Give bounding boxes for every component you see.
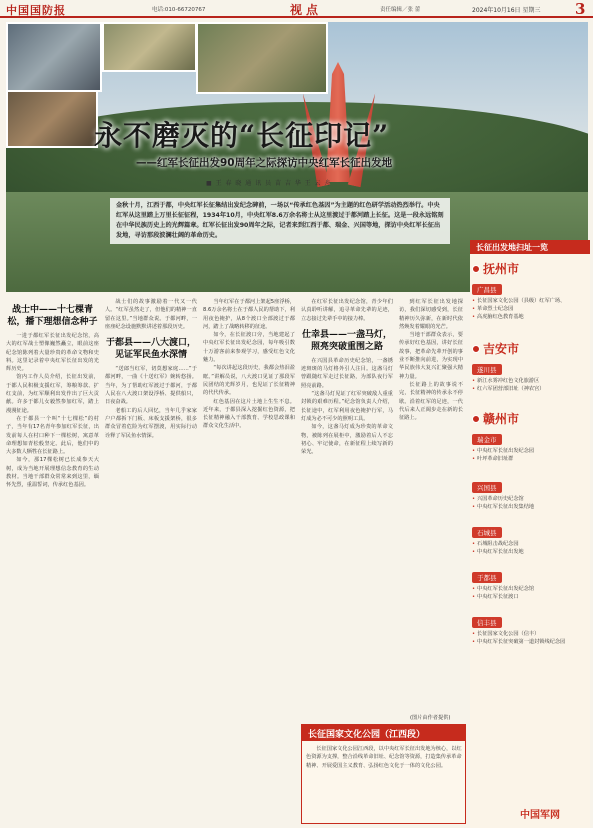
paragraph: 一进于都红军长征出发纪念馆，高大的红军战士塑像巍然矗立，眼前这座纪念馆陈列着大量珍贵的革命文物和史料。这里记录着中央红军长征出发的光辉历史。 — [6, 333, 99, 373]
venue-item: • 中央红军长征出发纪念馆 — [472, 585, 588, 593]
paragraph: 在于都县一个叫“十七棵松”的村子，当年有17名青年参加红军长征，出发前每人在村口种下一棵松树，寓意革命理想如青松般坚定。此后，他们中的大多数人牺牲在长征路上。 — [6, 415, 99, 456]
park-info-box — [301, 724, 466, 824]
region-jian — [472, 340, 588, 393]
venue-item: • 革命烈士纪念园 — [472, 305, 588, 313]
venue-item: • 中央红军长征渡口 — [472, 593, 588, 601]
paragraph: “送郎当红军，切莫想家庭……”于都河畔，一曲《十送红军》婉转悠扬。当年，为了帮助红军渡过于都河，于都人民在八大渡口架设浮桥、提供船只，日夜奋战。 — [105, 366, 197, 406]
venue-item: • 新江水雾冲红色文化旅游区 — [472, 377, 588, 385]
paragraph: “这盏马灯见证了红军突破敌人重重封锁的艰难历程。”纪念馆负责人介绍，长征途中，红军利用夜色掩护行军，马灯成为必不可少的照明工具。 — [301, 391, 393, 422]
park-info-text: 长征国家文化公园江西段，以中央红军长征出发地为核心，以红色资源为支撑，整合沿线革命旧址、纪念馆等资源，打造集传承革命精神、开展爱国主义教育、弘扬红色文化于一体的文化公园。 — [306, 746, 462, 769]
paragraph: 馆内工作人员介绍，长征出发前，于都人民积极支援红军，筹粮筹款、扩红支前，为红军顺利出发作出了巨大贡献。许多于都儿女毅然参加红军，踏上漫漫征途。 — [6, 374, 99, 414]
lead-paragraph: 金秋十月，江西于都，中央红军长征集结出发纪念碑前，一场以“传承红色基因”为主题的红色研学活动热烈举行。中央红军从这里踏上万里长征征程，1934年10月，中央红军8.6万余名将士从这里渡过于都河踏上长征。这是一段永远铭刻在中华民族历史上的光辉篇章。红军长征出发90周年之际，记者来到江西于都、瑞金、兴国等地，探访中央红军长征出发地，寻访那段波澜壮阔的革命历史。 — [110, 198, 450, 244]
paragraph: 到红军长征出发地探访，我们深切感受到，长征精神历久弥新，在新时代依然焕发着耀眼的光芒。 — [399, 299, 463, 330]
issue-date: 2024年10月16日 星期三 — [472, 7, 541, 14]
paragraph: 如今，那17棵松树已长成参天大树，成为当地开展理想信念教育的生动教材。当地干部群众常常来到这里，缅怀先烈，重温誓词，传承红色基因。 — [6, 457, 99, 489]
paragraph: 老船工的后人回忆，当年几乎家家户户都拆下门板、床板支援架桥，很多群众冒着危险为红军摆渡，用实际行动诠释了军民鱼水情深。 — [105, 407, 197, 439]
site-logo: 中国军网 — [520, 810, 560, 821]
paragraph: 红色基因在这片土地上生生不息。近年来，于都县深入挖掘红色资源，把长征精神融入干部教育、学校思政课和群众文化生活中。 — [203, 398, 295, 430]
region-shicheng — [472, 520, 588, 556]
region-yudu — [472, 565, 588, 601]
map-pin-icon — [472, 345, 480, 353]
city-name — [472, 260, 588, 277]
inset-photo-2 — [102, 22, 197, 72]
headline: 永不磨灭的“长征印记” — [94, 119, 390, 152]
inset-photo-1 — [6, 22, 102, 92]
column-5 — [399, 298, 463, 718]
section-heading: 于都县——八大渡口，见证军民鱼水深情 — [105, 338, 196, 361]
photo-credit: (图片由作者提供) — [410, 715, 451, 721]
venue-item: • 叶坪革命旧址群 — [472, 455, 588, 463]
city-label: 抚州市 — [483, 262, 520, 276]
park-info-title: 长征国家文化公园（江西段） — [302, 725, 465, 741]
venue-item: • 中央红军长征出发地 — [472, 548, 588, 556]
map-pin-icon — [472, 265, 480, 273]
subheadline: ——红军长征出发90周年之际探访中央红军长征出发地 — [136, 157, 393, 169]
section-name: 视点 — [290, 3, 323, 17]
county-tag: 石城县 — [472, 527, 502, 538]
county-tag: 广昌县 — [472, 284, 502, 295]
section-heading: 战士中——十七棵青松，播下理想信念种子 — [7, 305, 98, 327]
map-pin-icon — [472, 415, 480, 423]
venue-item: • 石城阻击战纪念园 — [472, 540, 588, 548]
masthead: 中国国防报 — [6, 4, 66, 17]
page-header — [0, 0, 593, 18]
column-2 — [105, 298, 197, 818]
column-1 — [6, 298, 99, 818]
column-3 — [203, 298, 295, 818]
paragraph: 如今，这盏马灯成为珍贵的革命文物，被陈列在展柜中，激励着后人不忘初心、牢记使命，在新征程上续写新的荣光。 — [301, 424, 393, 456]
county-tag: 信丰县 — [472, 617, 502, 628]
paragraph: 长征路上的故事说不完，长征精神的传承永不停歇。沿着红军的足迹，一代代后来人正阔步走在新的长征路上。 — [399, 381, 463, 422]
paragraph: 在兴国县革命历史纪念馆，一盏锈迹斑斑的马灯格外引人注目。这盏马灯曾跟随红军走过长征路，为部队夜行军照亮前路。 — [301, 357, 393, 389]
venue-item: • 长征国家文化公园（县级）红军广场、 — [472, 297, 588, 305]
venue-item: • 中央红军长征突破第一道封锁线纪念园 — [472, 638, 588, 646]
hotline: 电话:010-66720767 — [152, 7, 206, 13]
sidebar-sites — [470, 240, 590, 828]
region-xinfeng — [472, 610, 588, 646]
paragraph: 战士们的故事激励着一代又一代人。“红军虽然走了，但他们的精神一直留在这里。”当地群众说。于都河畔，一座座纪念设施默默讲述着那段历史。 — [105, 299, 197, 330]
editors: 责任编辑／张 蕾 — [380, 7, 421, 13]
city-label: 赣州市 — [483, 412, 520, 426]
county-tag: 于都县 — [472, 572, 502, 583]
section-heading: 仕幸县——一盏马灯，照亮突破重围之路 — [301, 329, 392, 352]
venue-item: • 兴国革命历史纪念馆 — [472, 495, 588, 503]
page-number: 3 — [575, 0, 586, 18]
venue-item: • 中央红军长征出发纪念园 — [472, 447, 588, 455]
paragraph: 在红军长征出发纪念馆，青少年们认真聆听讲解，追寻革命先辈的足迹，立志接过先辈手中的接力棒。 — [301, 299, 393, 322]
paragraph: 当年红军在于都河上架起5座浮桥，8.6万余名将士在于都人民的帮助下，利用夜色掩护，从8个渡口全部渡过于都河，踏上了战略转移的征途。 — [203, 299, 295, 330]
inset-photo-3 — [196, 22, 328, 94]
venue-item: • 长征国家文化公园（信丰） — [472, 630, 588, 638]
bylines: ■ 王 春 晓 通 讯 员 苗 吉 华 王 云 舟 — [206, 180, 332, 187]
region-fuzhou — [472, 260, 588, 321]
paragraph: 当地干部群众表示，要传承好红色基因，讲好长征故事，把革命先辈开创的事业不断推向前进，为实现中华民族伟大复兴汇聚强大精神力量。 — [399, 332, 463, 380]
sidebar-title: 长征出发地扫址一览 — [470, 240, 590, 254]
city-label: 吉安市 — [483, 342, 520, 356]
venue-item: • 高虎脑红色教育基地 — [472, 313, 588, 321]
paragraph: “每次讲起这段历史，我都会热泪盈眶。”讲解员说，八大渡口见证了那段军民团结的光辉岁月，也见证了长征精神的代代传承。 — [203, 365, 295, 397]
city-name — [472, 340, 588, 357]
venue-item: • 红六军团营部旧址（神农宫） — [472, 385, 588, 393]
venue-item: • 中央红军长征出发集结地 — [472, 503, 588, 511]
region-ganzhou — [472, 410, 588, 463]
county-tag: 兴国县 — [472, 482, 502, 493]
county-tag: 瑞金市 — [472, 434, 502, 445]
region-xingguo — [472, 475, 588, 511]
city-name — [472, 410, 588, 427]
county-tag: 遂川县 — [472, 364, 502, 375]
paragraph: 如今，在长征渡口旁，当地建起了中央红军长征出发纪念园，每年吸引数十万游客前来参观学习，感受红色文化魅力。 — [203, 332, 295, 364]
